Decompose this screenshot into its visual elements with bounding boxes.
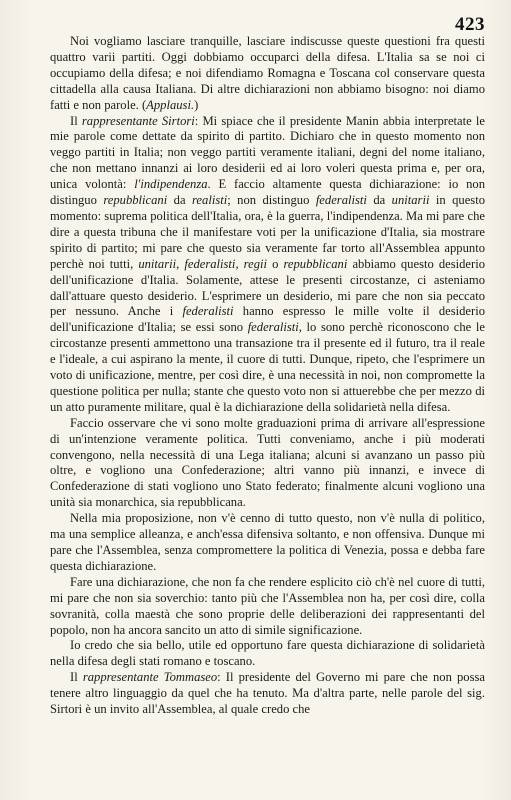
text-run: abbiamo questo desiderio dell'unificazione d'Italia. Solamente, attese le presenti circostanze, ci asteniamo dall'attuare questo desiderio. L'esprimere un desiderio, mi pare che non sia peccato per nessuno. Anche i	[50, 256, 486, 319]
italic-run: federalisti	[315, 193, 367, 208]
text-run: Io credo che sia bello, utile ed opportuno fare questa dichiarazione di solidarietà nella difesa degli stati romano e toscano.	[50, 638, 485, 669]
italic-run: repubblicani	[283, 256, 348, 271]
italic-run: unitarii	[138, 256, 177, 271]
italic-run: Applausi.	[146, 97, 195, 112]
paragraph	[50, 34, 485, 114]
text-run: ,	[176, 256, 185, 271]
italic-run: rappresentante Sirtori	[81, 113, 195, 128]
paragraph	[50, 114, 485, 416]
paragraph	[50, 575, 485, 639]
italic-run: repubblicani	[103, 193, 168, 208]
italic-run: federalisti	[247, 320, 299, 335]
paragraph	[50, 670, 485, 718]
text-run: : Il presidente del Governo mi pare che non possa tenere altro linguaggio da quel che ha tenuto. Ma d'altra parte, nelle parole del sig. Sirtori è un invito all'Assemblea, al quale credo che	[50, 670, 485, 717]
text-run: Noi vogliamo lasciare tranquille, lasciare indiscusse queste questioni fra questi quattro varii partiti. Oggi dobbiamo occuparci della difesa. L'Italia sa se noi ci occupiamo della difesa; e noi difendiamo Romagna e Toscana col conservare questa cittadella alla causa Italiana. Di altre dichiarazioni non abbiamo bisogno: noi diamo fatti e non parole. (	[50, 34, 485, 112]
text-run: Faccio osservare che vi sono molte graduazioni prima di arrivare all'espressione di un'intenzione veramente politica. Tutti conveniamo, anche i più moderati convengono, nella necessità di una Lega italiana; alcuni si avanzano un passo più oltre, e vogliono una Confederazione; altri vanno più innanzi, e invece di Confederazione di stati vogliono uno Stato federato; finalmente alcuni vogliono una unità sia monarchica, sia repubblicana.	[50, 415, 485, 510]
paragraph	[50, 511, 485, 575]
text-run: Il	[70, 670, 83, 685]
text-run: in questo momento: suprema politica dell'Italia, ora, è la guerra, l'indipendenza. Ma mi pare che dire a questa tribuna che il manifestare voti per la unificazione d'Italia, sia mostrare spirito di partito; mi pare che questo sia veramente far torto all'Assemblea appunto perchè noi tutti,	[50, 193, 486, 271]
italic-run: regii	[243, 256, 267, 271]
body-text	[50, 34, 485, 718]
text-run: Nella mia proposizione, non v'è cenno di tutto questo, non v'è nulla di politico, ma una semplice alleanza, e anch'essa difensiva soltanto, e non offensiva. Dunque mi pare che l'Assemblea, senza compromettere la politica di Venezia, possa e debba fare questa dichiarazione.	[50, 511, 485, 573]
paragraph	[50, 638, 485, 670]
text-run: )	[194, 97, 199, 112]
text-run: o	[267, 256, 284, 271]
text-run: ,	[235, 256, 244, 271]
italic-run: l'indipendenza	[134, 177, 208, 192]
italic-run: realisti	[192, 193, 228, 208]
italic-run: unitarii	[391, 193, 430, 208]
text-run: Fare una dichiarazione, che non fa che rendere esplicito ciò ch'è nel cuore di tutti, mi pare che non sia soverchio: tanto più che l'Assemblea non ha, per così dire, colla sovranità, colla maestà che sono proprie delle deliberazioni dei rappresentanti del popolo, non ha ancora sancito un atto di simile significazione.	[50, 574, 485, 637]
text-run: hanno espresso le mille volte il desiderio dell'unificazione d'Italia; se essi sono	[50, 304, 485, 335]
text-run: da	[366, 193, 392, 208]
text-run: : Mi spiace che il presidente Manin abbia interpretate le mie parole come dettate da spirito di partito. Dichiaro che in questo momento non veggo partiti in Italia; non veggo partiti veramente italiani, degni del nome italiano, che non mettano innanzi ai loro desiderii ed ai loro voleri questa prima e, per ora, unica volontà:	[50, 113, 485, 192]
paragraph	[50, 416, 485, 511]
text-run: , lo sono perchè riconoscono che le circostanze presenti ammettono una transazione tra il presente ed il futuro, tra il reale e l'ideale, a cui aspirano la mente, il cuore di tutti. Dunque, ripeto, che l'esprimere un voto di unificazione, mentre, per così dire, è una necessità in noi, non compromette la questione politica per nulla; stante che questo voto non si attuerebbe che per mezzo di un atto puramente militare, qual è la dichiarazione della solidarietà nella difesa.	[50, 320, 485, 414]
text-run: Il	[70, 113, 82, 128]
italic-run: rappresentante Tommaseo	[82, 670, 218, 685]
text-run: . E faccio altamente questa dichiarazione: io non distinguo	[50, 177, 485, 208]
italic-run: federalisti	[184, 256, 236, 271]
text-run: da	[167, 193, 192, 208]
text-run: ; non distinguo	[227, 193, 316, 208]
italic-run: federalisti	[182, 304, 234, 319]
page-number: 423	[455, 14, 485, 35]
